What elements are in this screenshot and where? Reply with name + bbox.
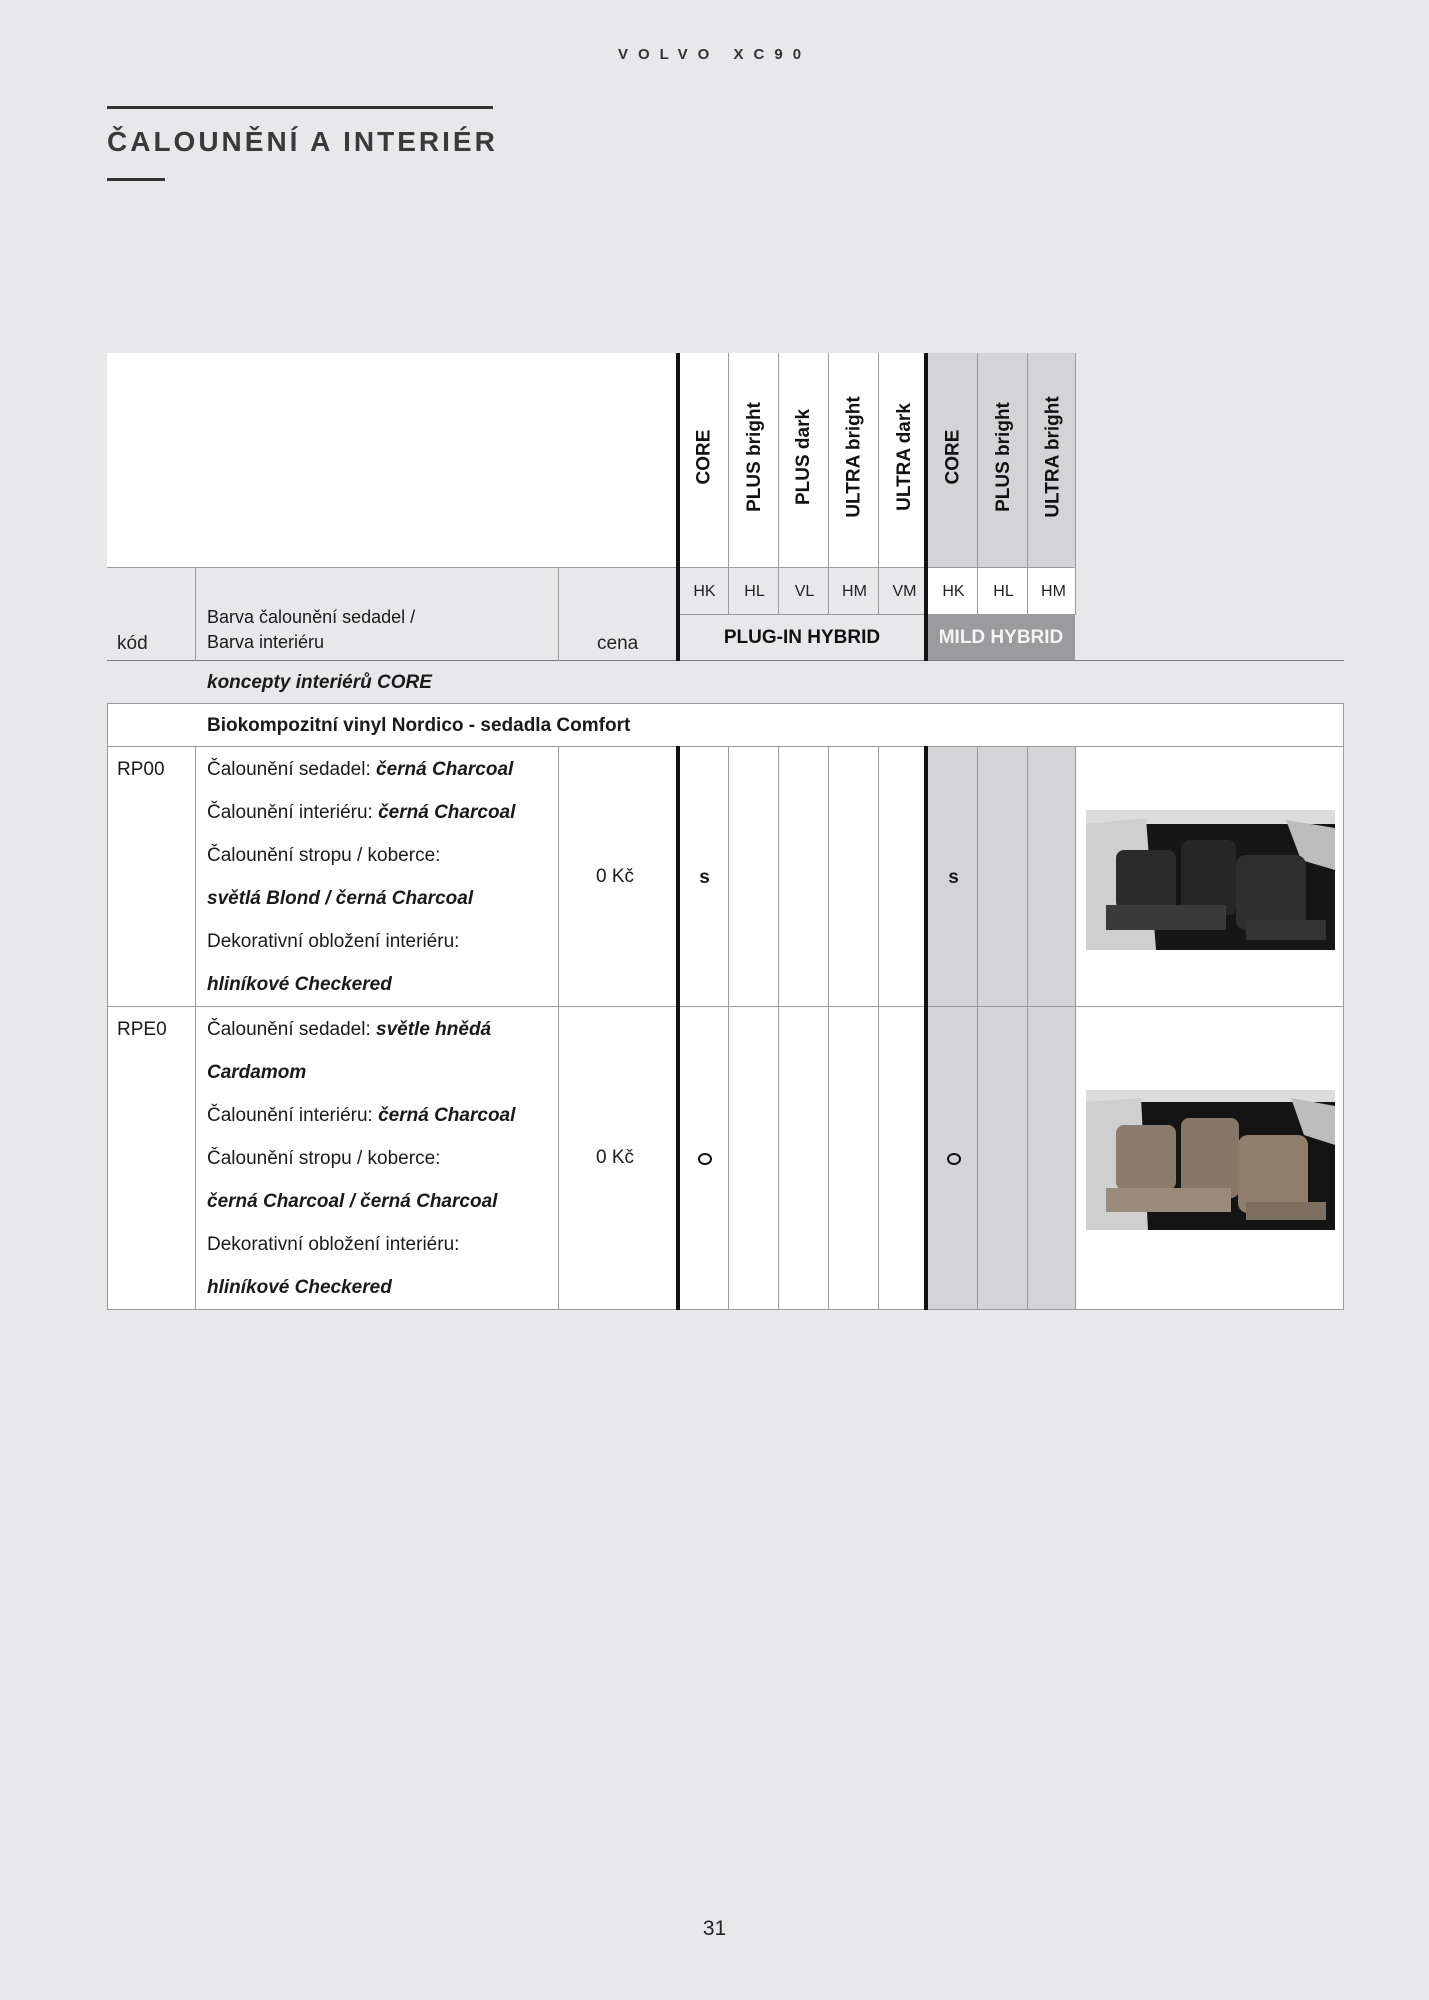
row-line: Čalounění interiéru: černá Charcoal bbox=[207, 1105, 516, 1126]
grid-line bbox=[878, 353, 879, 615]
grid-line bbox=[107, 703, 108, 1310]
grid-line bbox=[107, 1309, 1344, 1310]
row-line: světlá Blond / černá Charcoal bbox=[207, 888, 474, 909]
trim-header-mhev-plus-bright: PLUS bright bbox=[992, 402, 1014, 512]
interior-photo-cardamom bbox=[1086, 1090, 1335, 1230]
grid-line bbox=[778, 746, 779, 1310]
row-price: 0 Kč bbox=[596, 1147, 635, 1168]
trim-code-phev-ultra-dark: VM bbox=[892, 583, 917, 600]
trim-code-phev-plus-dark: VL bbox=[794, 583, 815, 600]
grid-line bbox=[977, 353, 978, 615]
brand-header: VOLVO XC90 bbox=[617, 46, 812, 63]
row-line: Čalounění sedadel: černá Charcoal bbox=[207, 759, 514, 780]
trim-code-phev-plus-bright: HL bbox=[744, 583, 765, 600]
header-white-bg bbox=[107, 353, 677, 568]
standard-mark: s bbox=[948, 867, 959, 888]
row-code: RP00 bbox=[117, 759, 165, 780]
trim-header-phev-ultra-dark: ULTRA dark bbox=[893, 403, 915, 511]
row-line: Čalounění sedadel: světle hnědá bbox=[207, 1019, 492, 1040]
subsection-title: Biokompozitní vinyl Nordico - sedadla Comfort bbox=[207, 715, 631, 736]
row-line: Čalounění stropu / koberce: bbox=[207, 845, 441, 866]
rows-bg-plugin bbox=[677, 746, 924, 1310]
grid-line bbox=[107, 746, 1344, 747]
rows-bg-mild bbox=[927, 746, 1075, 1310]
col-kod-header: kód bbox=[117, 633, 148, 654]
group-separator bbox=[676, 353, 680, 661]
col-cena-header: cena bbox=[597, 633, 639, 654]
row-price: 0 Kč bbox=[596, 866, 635, 887]
grid-line bbox=[728, 353, 729, 615]
row-line: Čalounění interiéru: černá Charcoal bbox=[207, 802, 516, 823]
mild-hybrid-label: MILD HYBRID bbox=[938, 627, 1064, 648]
grid-line bbox=[558, 746, 559, 1310]
row-line: černá Charcoal / černá Charcoal bbox=[207, 1191, 498, 1212]
grid-line bbox=[1343, 703, 1344, 1310]
trim-header-phev-plus-dark: PLUS dark bbox=[793, 408, 815, 506]
grid-line bbox=[107, 1006, 1344, 1007]
optional-circle-icon bbox=[947, 1153, 961, 1165]
trim-code-mhev-plus-bright: HL bbox=[993, 583, 1014, 600]
grid-line bbox=[1075, 353, 1076, 615]
page-number: 31 bbox=[702, 1917, 727, 1940]
grid-line bbox=[107, 703, 1344, 704]
row-line: Dekorativní obložení interiéru: bbox=[207, 931, 460, 952]
group-separator bbox=[924, 353, 928, 661]
equipment-table bbox=[107, 353, 1344, 1310]
section-title: koncepty interiérů CORE bbox=[207, 672, 432, 693]
page-title: ČALOUNĚNÍ A INTERIÉR bbox=[107, 126, 498, 157]
row-line: hliníkové Checkered bbox=[207, 974, 392, 995]
trim-header-mhev-core: CORE bbox=[942, 429, 964, 485]
grid-line bbox=[1075, 746, 1076, 1310]
grid-line bbox=[828, 746, 829, 1310]
grid-line bbox=[195, 567, 196, 661]
optional-circle-icon bbox=[698, 1153, 712, 1165]
row-line: Cardamom bbox=[207, 1062, 307, 1083]
grid-line bbox=[195, 746, 196, 1310]
grid-line bbox=[1027, 353, 1028, 615]
grid-line bbox=[828, 353, 829, 615]
grid-line bbox=[878, 746, 879, 1310]
grid-line bbox=[107, 567, 677, 568]
col-barva-header-line2: Barva interiéru bbox=[207, 632, 325, 652]
trim-code-mhev-core: HK bbox=[942, 583, 965, 600]
grid-line bbox=[107, 660, 1344, 661]
group-separator bbox=[924, 746, 928, 1310]
row-line: hliníkové Checkered bbox=[207, 1277, 392, 1298]
group-separator bbox=[676, 746, 680, 1310]
trim-code-phev-core: HK bbox=[693, 583, 716, 600]
plugin-hybrid-label: PLUG-IN HYBRID bbox=[723, 627, 881, 648]
trim-header-phev-core: CORE bbox=[693, 429, 715, 485]
grid-line bbox=[977, 746, 978, 1310]
title-rule-bottom bbox=[107, 178, 165, 181]
interior-photo-charcoal bbox=[1086, 810, 1335, 950]
row-line: Čalounění stropu / koberce: bbox=[207, 1148, 441, 1169]
grid-line bbox=[1027, 746, 1028, 1310]
trim-code-mhev-ultra-bright: HM bbox=[1041, 583, 1066, 600]
trim-header-mhev-ultra-bright: ULTRA bright bbox=[1042, 396, 1064, 518]
grid-line bbox=[558, 567, 559, 661]
trim-header-phev-plus-bright: PLUS bright bbox=[743, 402, 765, 512]
trim-header-phev-ultra-bright: ULTRA bright bbox=[843, 396, 865, 518]
standard-mark: s bbox=[699, 867, 710, 888]
grid-line bbox=[728, 746, 729, 1310]
title-rule-top bbox=[107, 106, 493, 109]
col-barva-header-line1: Barva čalounění sedadel / bbox=[207, 607, 416, 627]
grid-line bbox=[677, 614, 1075, 615]
grid-line bbox=[677, 567, 1075, 568]
row-line: Dekorativní obložení interiéru: bbox=[207, 1234, 460, 1255]
trim-code-phev-ultra-bright: HM bbox=[842, 583, 867, 600]
grid-line bbox=[778, 353, 779, 615]
row-code: RPE0 bbox=[117, 1019, 167, 1040]
